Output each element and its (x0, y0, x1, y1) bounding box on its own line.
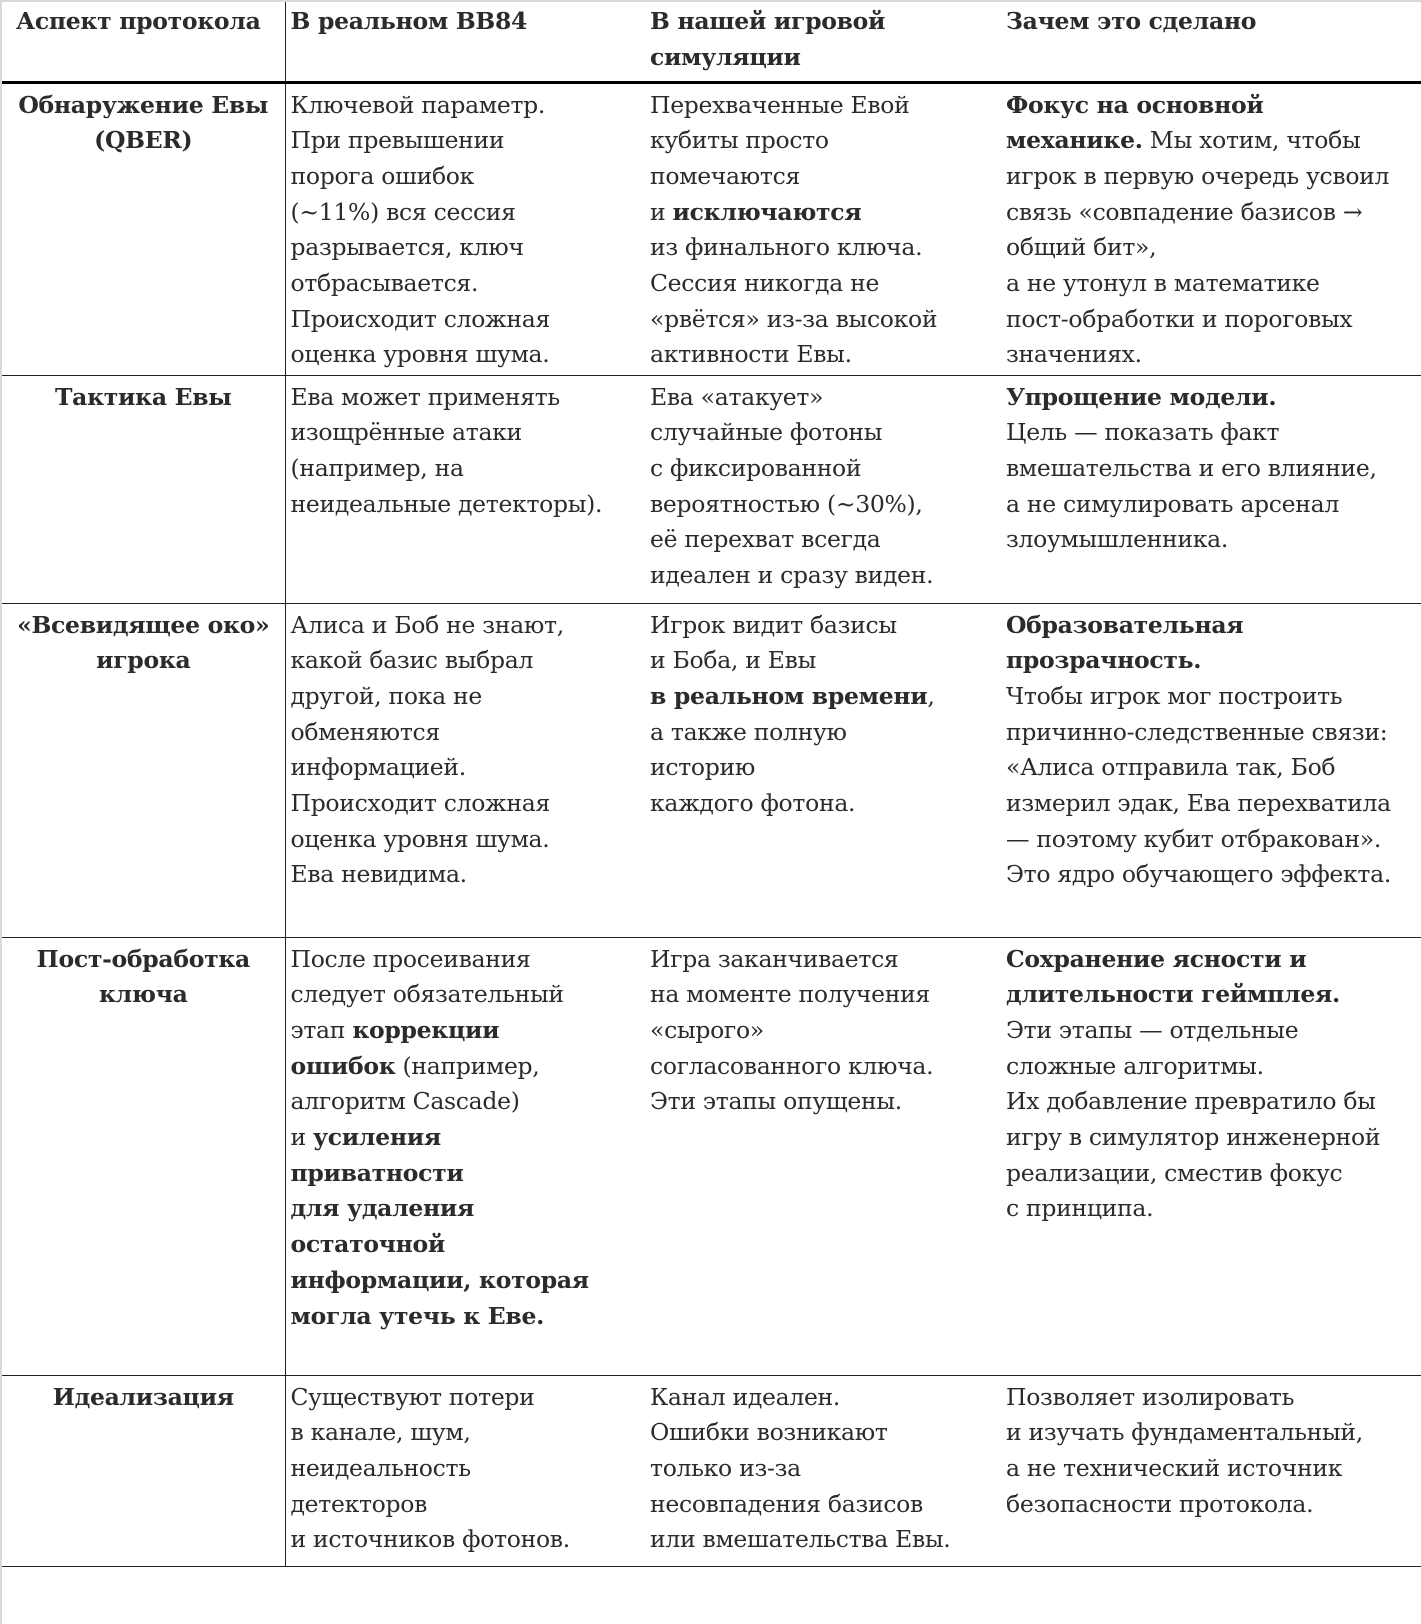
text-run: (например, (395, 1051, 540, 1080)
text-run: Происходит сложная (290, 789, 550, 818)
cell-line (650, 715, 996, 751)
text-run: Эти этапы опущены. (650, 1087, 902, 1116)
header-game-simulation (641, 2, 996, 82)
text-run: безопасности протокола. (1006, 1489, 1314, 1518)
text-run: и Боба, и Евы (650, 646, 816, 675)
cell-real (285, 603, 641, 937)
text-run: изощрённые атаки (290, 418, 522, 447)
cell-line (650, 1415, 996, 1451)
cell-line (1006, 415, 1421, 451)
cell-line (650, 1049, 996, 1085)
text-run: другой, пока не (290, 681, 482, 710)
text-run: Мы хотим, чтобы (1142, 126, 1361, 155)
cell-line (1006, 679, 1421, 715)
bold-text: остаточной (290, 1230, 446, 1259)
text-run: детекторов (290, 1489, 428, 1518)
cell-aspect (2, 375, 285, 603)
cell-line (1006, 266, 1421, 302)
text-run: согласованного ключа. (650, 1051, 934, 1080)
text-run: общий бит», (1006, 233, 1157, 262)
cell-rationale (996, 82, 1421, 375)
text-run: Сессия никогда не (650, 269, 880, 298)
text-run: каждого фотона. (650, 789, 856, 818)
cell-line (650, 1084, 996, 1120)
cell-line (291, 1487, 642, 1523)
text-run: только из-за (650, 1453, 801, 1482)
text-run: отбрасывается. (290, 269, 479, 298)
cell-line (291, 857, 642, 893)
text-run: Чтобы игрок мог построить (1006, 681, 1343, 710)
cell-line (1006, 522, 1421, 558)
cell-real (285, 1375, 641, 1566)
cell-line (1006, 786, 1421, 822)
cell-line (1006, 1013, 1421, 1049)
table-row (2, 1375, 1421, 1566)
text-run: а не утонул в математике (1006, 269, 1320, 298)
text-run: с принципа. (1006, 1194, 1154, 1223)
cell-line (1006, 942, 1421, 978)
cell-line (1006, 715, 1421, 751)
cell-line (291, 88, 642, 124)
text-run: — поэтому кубит отбракован». (1006, 824, 1382, 853)
text-run: «Алиса отправила так, Боб (1006, 753, 1336, 782)
cell-line (291, 1380, 642, 1416)
bold-text: для удаления (290, 1194, 475, 1223)
cell-line (1006, 1380, 1421, 1416)
text-run: Ключевой параметр. (290, 90, 546, 119)
bold-text: длительности геймплея. (1006, 980, 1340, 1009)
cell-line (650, 88, 996, 124)
cell-line (650, 522, 996, 558)
text-run: и (650, 197, 673, 226)
cell-real (285, 375, 641, 603)
text-run: помечаются (650, 161, 800, 190)
cell-game (641, 1375, 996, 1566)
cell-line (291, 1191, 642, 1227)
cell-line (291, 487, 642, 523)
text-run: Эти этапы — отдельные (1006, 1015, 1299, 1044)
cell-game (641, 937, 996, 1375)
cell-line (291, 380, 642, 416)
cell-line (291, 266, 642, 302)
cell-line (650, 1522, 996, 1558)
text-run: неидеальные детекторы). (290, 489, 603, 518)
text-run: оценка уровня шума. (290, 824, 550, 853)
cell-line (291, 1120, 642, 1156)
cell-rationale (996, 603, 1421, 937)
text-run: Канал идеален. (650, 1382, 841, 1411)
cell-line (291, 451, 642, 487)
cell-line (650, 977, 996, 1013)
cell-line (291, 750, 642, 786)
comparison-table (2, 2, 1421, 1567)
text-run: Игра заканчивается (650, 944, 899, 973)
cell-line (650, 942, 996, 978)
text-run: оценка уровня шума. (290, 340, 550, 369)
cell-line (650, 1013, 996, 1049)
text-run: какой базис выбрал (290, 646, 534, 675)
cell-line: «Всевидящее око» (17, 610, 270, 639)
bold-text: коррекции (352, 1015, 500, 1044)
bold-text: прозрачность. (1006, 646, 1202, 675)
cell-line (291, 1013, 642, 1049)
bold-text: Сохранение ясности и (1006, 944, 1307, 973)
text-run: пост-обработки и пороговых (1006, 304, 1353, 333)
cell-line (291, 1451, 642, 1487)
text-run: алгоритм Cascade) (290, 1087, 520, 1116)
cell-rationale (996, 937, 1421, 1375)
cell-line (291, 1156, 642, 1192)
text-run: следует обязательный (290, 980, 564, 1009)
cell-line: Тактика Евы (54, 382, 232, 411)
bold-text: информации, которая (290, 1265, 589, 1294)
text-run: (~11%) вся сессия (290, 197, 516, 226)
text-run: этап (290, 1015, 353, 1044)
cell-line (650, 679, 996, 715)
cell-game (641, 375, 996, 603)
cell-line: Пост-обработка (36, 944, 250, 973)
cell-game (641, 603, 996, 937)
cell-line (650, 337, 996, 373)
table-row (2, 375, 1421, 603)
text-run: с фиксированной (650, 453, 862, 482)
table-row (2, 937, 1421, 1375)
text-run: кубиты просто (650, 126, 829, 155)
cell-line (650, 266, 996, 302)
text-run: и источников фотонов. (290, 1525, 570, 1554)
cell-line: Обнаружение Евы (18, 90, 269, 119)
cell-line (1006, 1120, 1421, 1156)
cell-line (650, 451, 996, 487)
cell-line (650, 302, 996, 338)
cell-line (1006, 487, 1421, 523)
cell-line (650, 558, 996, 594)
cell-line (291, 1263, 642, 1299)
cell-line (1006, 195, 1421, 231)
cell-line (291, 195, 642, 231)
cell-line (1006, 230, 1421, 266)
cell-line (1006, 380, 1421, 416)
text-run: порога ошибок (290, 161, 475, 190)
cell-line (291, 608, 642, 644)
text-run: Игрок видит базисы (650, 610, 897, 639)
cell-line (291, 302, 642, 338)
cell-line (650, 750, 996, 786)
header-row (2, 2, 1421, 82)
cell-rationale (996, 1375, 1421, 1566)
cell-line (650, 643, 996, 679)
text-run: обменяются (290, 717, 440, 746)
bold-text: могла утечь к Еве. (290, 1301, 544, 1330)
cell-line (1006, 750, 1421, 786)
cell-line (1006, 337, 1421, 373)
table-header (2, 2, 1421, 82)
cell-line (650, 608, 996, 644)
cell-line (1006, 123, 1421, 159)
bold-text: исключаются (672, 197, 862, 226)
text-run: реализации, сместив фокус (1006, 1158, 1343, 1187)
text-run: , (927, 681, 935, 710)
text-run: из финального ключа. (650, 233, 923, 262)
text-run: случайные фотоны (650, 418, 883, 447)
text-run: вмешательства и его влияние, (1006, 453, 1377, 482)
text-run: и изучать фундаментальный, (1006, 1418, 1363, 1447)
text-run: «рвётся» из-за высокой (650, 304, 938, 333)
cell-line (291, 159, 642, 195)
bold-text: в реальном времени (650, 681, 928, 710)
text-run: на моменте получения (650, 980, 930, 1009)
table-body (2, 82, 1421, 1566)
text-run: или вмешательства Евы. (650, 1525, 951, 1554)
cell-line (291, 230, 642, 266)
cell-line (1006, 1084, 1421, 1120)
cell-line (650, 195, 996, 231)
cell-line (291, 1049, 642, 1085)
cell-line (1006, 1156, 1421, 1192)
header-rationale: Зачем это сделано (996, 2, 1421, 82)
text-run: вероятностью (~30%), (650, 489, 923, 518)
table-row (2, 603, 1421, 937)
text-run: (например, на (290, 453, 464, 482)
cell-aspect (2, 603, 285, 937)
cell-line (1006, 159, 1421, 195)
text-run: Алиса и Боб не знают, (290, 610, 564, 639)
cell-line (1006, 857, 1421, 893)
text-run: причинно-следственные связи: (1006, 717, 1388, 746)
cell-real (285, 82, 641, 375)
text-run: Ева «атакует» (650, 382, 824, 411)
table-row (2, 82, 1421, 375)
text-run: активности Евы. (650, 340, 852, 369)
cell-line (291, 715, 642, 751)
text-run: сложные алгоритмы. (1006, 1051, 1264, 1080)
text-run: Позволяет изолировать (1006, 1382, 1295, 1411)
cell-line (291, 1084, 642, 1120)
cell-line (291, 415, 642, 451)
text-run: игру в симулятор инженерной (1006, 1123, 1381, 1152)
cell-line (1006, 1451, 1421, 1487)
text-run: игрок в первую очередь усвоил (1006, 161, 1390, 190)
cell-line (291, 786, 642, 822)
cell-line (291, 679, 642, 715)
cell-line (1006, 822, 1421, 858)
text-run: и (290, 1123, 314, 1152)
text-run: измерил эдак, Ева перехватила (1006, 789, 1391, 818)
text-run: При превышении (290, 126, 505, 155)
text-run: Ева невидима. (290, 860, 467, 889)
text-run: Их добавление превратило бы (1006, 1087, 1376, 1116)
cell-line (1006, 88, 1421, 124)
header-aspect: Аспект протокола (2, 2, 285, 82)
cell-line (1006, 451, 1421, 487)
cell-line (291, 123, 642, 159)
text-run: разрывается, ключ (290, 233, 524, 262)
text-run: «сырого» (650, 1015, 764, 1044)
cell-line (650, 487, 996, 523)
cell-line (291, 1299, 642, 1335)
cell-line (1006, 1049, 1421, 1085)
text-run: её перехват всегда (650, 525, 881, 554)
cell-line (650, 786, 996, 822)
cell-line: ключа (98, 980, 188, 1009)
bold-text: механике. (1006, 126, 1143, 155)
cell-line (650, 1380, 996, 1416)
text-run: Цель — показать факт (1006, 418, 1280, 447)
text-run: После просеивания (290, 944, 531, 973)
cell-line (1006, 1487, 1421, 1523)
cell-line: (QBER) (94, 126, 193, 155)
cell-line: Идеализация (52, 1382, 234, 1411)
cell-line (291, 1227, 642, 1263)
text-run: а не технический источник (1006, 1453, 1343, 1482)
header-real-bb84: В реальном BB84 (285, 2, 641, 82)
cell-line (650, 380, 996, 416)
text-run: связь «совпадение базисов → (1006, 197, 1363, 226)
cell-line (1006, 643, 1421, 679)
text-run: Перехваченные Евой (650, 90, 910, 119)
text-run: Ева может применять (290, 382, 560, 411)
header-game-line: В нашей игровой (650, 7, 886, 35)
cell-line (650, 1487, 996, 1523)
text-run: информацией. (290, 753, 466, 782)
cell-line (291, 942, 642, 978)
text-run: историю (650, 753, 756, 782)
cell-line (291, 643, 642, 679)
text-run: несовпадения базисов (650, 1489, 923, 1518)
bold-text: Упрощение модели. (1006, 382, 1277, 411)
cell-line (291, 977, 642, 1013)
cell-real (285, 937, 641, 1375)
cell-aspect (2, 82, 285, 375)
cell-line (291, 337, 642, 373)
cell-line (650, 415, 996, 451)
cell-line (1006, 1191, 1421, 1227)
cell-game (641, 82, 996, 375)
cell-aspect (2, 937, 285, 1375)
bold-text: приватности (290, 1158, 464, 1187)
cell-line (650, 230, 996, 266)
cell-line: игрока (96, 646, 191, 675)
bold-text: ошибок (290, 1051, 396, 1080)
bold-text: Фокус на основной (1006, 90, 1264, 119)
header-game-line: симуляции (650, 42, 801, 71)
cell-line (650, 123, 996, 159)
cell-line (1006, 977, 1421, 1013)
bold-text: Образовательная (1006, 610, 1244, 639)
text-run: злоумышленника. (1006, 525, 1229, 554)
cell-rationale (996, 375, 1421, 603)
text-run: неидеальность (290, 1453, 471, 1482)
cell-line (291, 1522, 642, 1558)
cell-line (1006, 1415, 1421, 1451)
cell-line (291, 822, 642, 858)
text-run: Ошибки возникают (650, 1418, 888, 1447)
text-run: а также полную (650, 717, 847, 746)
bold-text: усиления (313, 1123, 441, 1152)
text-run: Существуют потери (290, 1382, 535, 1411)
text-run: в канале, шум, (290, 1418, 471, 1447)
cell-line (650, 159, 996, 195)
text-run: Происходит сложная (290, 304, 550, 333)
cell-line (650, 1451, 996, 1487)
text-run: а не симулировать арсенал (1006, 489, 1339, 518)
cell-line (1006, 608, 1421, 644)
text-run: Это ядро обучающего эффекта. (1006, 860, 1391, 889)
text-run: значениях. (1006, 340, 1142, 369)
text-run: идеален и сразу виден. (650, 561, 934, 590)
cell-line (1006, 302, 1421, 338)
cell-line (291, 1415, 642, 1451)
cell-aspect (2, 1375, 285, 1566)
